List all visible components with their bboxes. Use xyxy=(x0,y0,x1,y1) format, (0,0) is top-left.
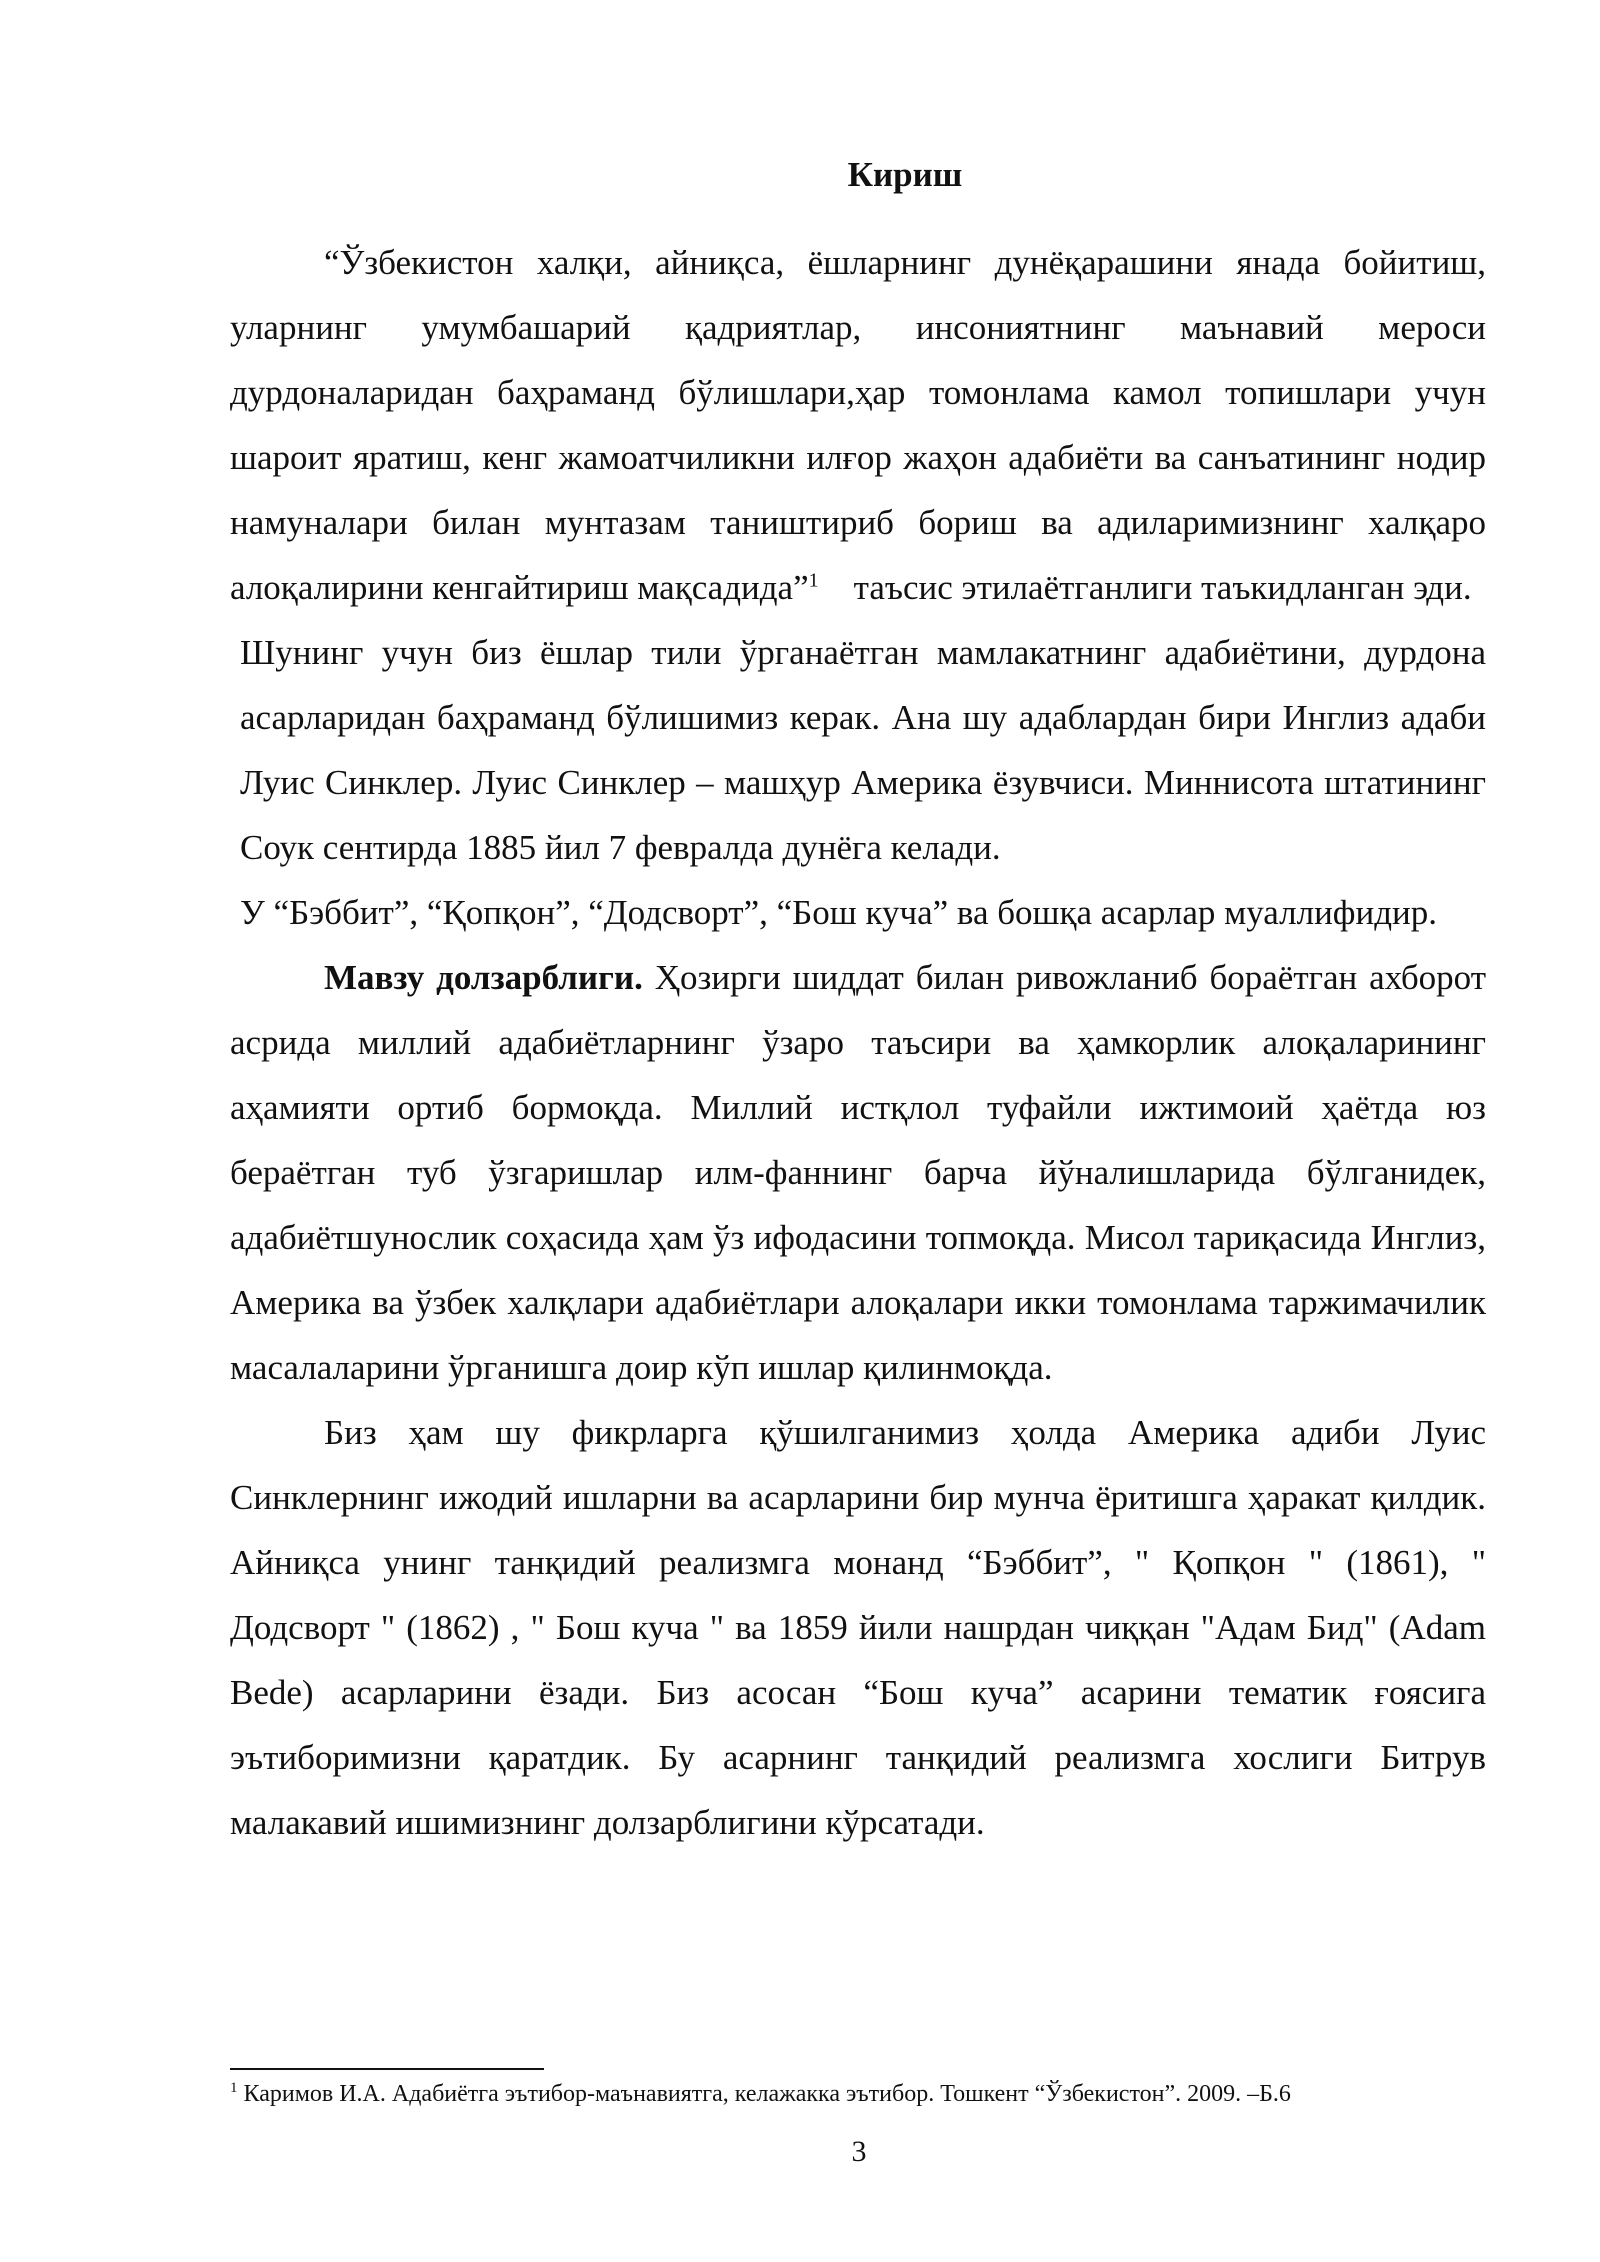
body-text xyxy=(230,230,1486,1855)
relevance-text: Ҳозирги шиддат билан ривожланиб бораётган ахборот асрида миллий адабиётларнинг ўзаро таъсири ва ҳамкорлик алоқаларининг аҳамияти ортиб бормоқда. Миллий истқлол туфайли ижтимоий ҳаётда юз бераётган туб ўзгаришлар илм-фаннинг барча йўналишларида бўлганидек, адабиётшунослик соҳасида ҳам ўз ифодасини топмоқда. Мисол тариқасида Инглиз, Америка ва ўзбек халқлари адабиётлари алоқалари икки томонлама таржимачилик масалаларини ўрганишга доир кўп ишлар қилинмоқда. xyxy=(230,958,1487,1387)
paragraph-relevance xyxy=(230,945,1486,1400)
relevance-heading: Мавзу долзарблиги. xyxy=(324,958,643,997)
footnote-reference[interactable]: 1 xyxy=(808,569,819,592)
section-title: Кириш xyxy=(847,155,963,194)
paragraph-quote xyxy=(230,230,1486,620)
page-number: 3 xyxy=(851,2135,867,2168)
quote-tail-text: таъсис этилаётганлиги таъкидланган эди. xyxy=(853,568,1472,607)
footnote xyxy=(230,2076,1486,2112)
paragraph-works-list: У “Бэббит”, “Қопқон”, “Додсворт”, “Бош куча” ва бошқа асарлар муаллифидир. xyxy=(240,893,1438,932)
paragraph-author-intro: Шунинг учун биз ёшлар тили ўрганаётган мамлакатнинг адабиётини, дурдона асарларидан баҳраманд бўлишимиз керак. Ана шу адаблардан бири Инглиз адаби Луис Синклер. Луис Синклер – машҳур Америка ёзувчиси. Миннисота штатининг Соук сентирда 1885 йил 7 февралда дунёга келади. xyxy=(240,633,1486,867)
footnote-separator xyxy=(230,2068,544,2070)
footnote-text: Каримов И.А. Адабиётга эътибор-маънавиятга, келажакка эътибор. Тошкент “Ўзбекистон”. 2009. –Б.6 xyxy=(243,2081,1291,2107)
quote-text: “Ўзбекистон халқи, айниқса, ёшларнинг дунёқарашини янада бойитиш, уларнинг умумбашарий қадриятлар, инсониятнинг маънавий мероси дурдоналаридан баҳраманд бўлишлари,ҳар томонлама камол топишлари учун шароит яратиш, кенг жамоатчиликни илғор жаҳон адабиёти ва санъатининг нодир намуналари билан мунтазам таништириб бориш ва адиларимизнинг халқаро алоқалирини кенгайтириш мақсадида” xyxy=(230,243,1486,607)
footnote-marker: 1 xyxy=(230,2080,238,2096)
paragraph-research-focus: Биз ҳам шу фикрларга қўшилганимиз ҳолда Америка адиби Луис Синклернинг ижодий ишларни ва асарларини бир мунча ёритишга ҳаракат қилдик. Айниқса унинг танқидий реализмга монанд “Бэббит”, " Қопқон " (1861), " Додсворт " (1862) , " Бош куча " ва 1859 йили нашрдан чиққан "Адам Бид" (Adam Bede) асарларини ёзади. Биз асосан “Бош куча” асарини тематик ғоясига эътиборимизни қаратдик. Бу асарнинг танқидий реализмга хослиги Битрув малакавий ишимизнинг долзарблигини кўрсатади. xyxy=(230,1413,1486,1842)
